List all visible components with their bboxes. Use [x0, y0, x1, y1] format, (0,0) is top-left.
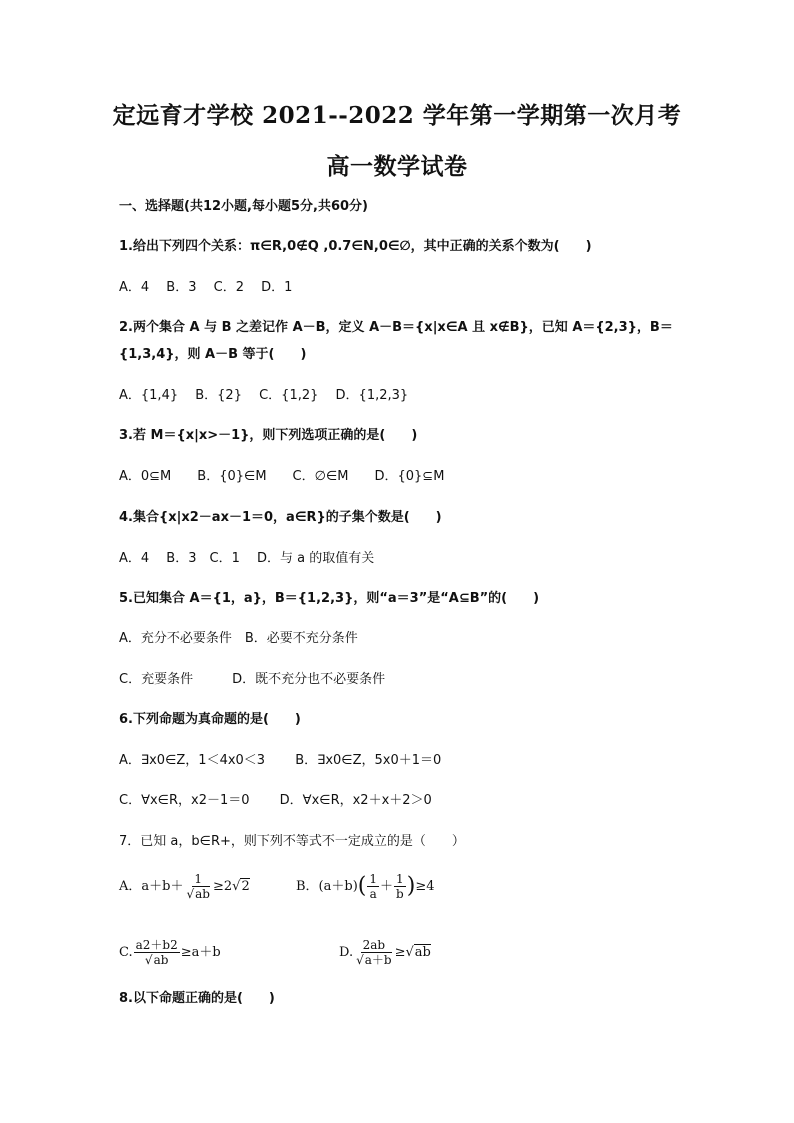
option-b-denominator-1: a — [369, 887, 377, 901]
sqrt-icon: √ — [232, 879, 241, 894]
question-3-stem: 3.若 M＝{x|x>－1}，则下列选项正确的是( ) — [119, 428, 418, 443]
question-5-options-line1: A．充分不必要条件 B．必要不充分条件 — [119, 631, 358, 646]
option-c-prefix: C. — [119, 945, 133, 960]
sqrt-icon: √ — [186, 887, 195, 901]
option-d-numerator: 2ab — [362, 938, 386, 952]
question-2-options: A．{1,4} B．{2} C．{1,2} D．{1,2,3} — [119, 388, 409, 403]
left-paren-icon: ( — [357, 873, 367, 899]
question-1-stem: 1.给出下列四个关系：π∈R,0∉Q ,0.7∈N,0∈∅，其中正确的关系个数为( ) — [119, 239, 592, 254]
question-3-options: A．0⊆M B．{0}∈M C．∅∈M D．{0}⊆M — [119, 469, 445, 484]
question-7-option-c — [119, 938, 221, 967]
option-d-fraction — [354, 938, 394, 967]
sqrt-icon: √ — [405, 945, 414, 960]
option-b-fraction-2 — [394, 872, 406, 901]
question-7-option-d — [339, 938, 431, 967]
exam-title: 定远育才学校 2021--2022 学年第一学期第一次月考 — [112, 102, 682, 129]
option-a-denominator: ab — [195, 887, 210, 901]
option-b-denominator-2: b — [396, 887, 404, 901]
option-a-numerator: 1 — [194, 872, 203, 886]
option-d-suffix: ≥ — [394, 945, 406, 960]
right-paren-icon: ) — [406, 873, 416, 899]
question-1-options: A．4 B．3 C．2 D．1 — [119, 280, 293, 295]
option-c-numerator: a2＋b2 — [135, 938, 178, 952]
question-7-option-b — [296, 872, 434, 901]
option-b-suffix: ≥4 — [415, 879, 435, 894]
question-4-options: A．4 B．3 C．1 D．与 a 的取值有关 — [119, 551, 375, 566]
section-heading: 一、选择题(共12小题,每小题5分,共60分) — [119, 199, 368, 214]
question-5-stem: 5.已知集合 A＝{1，a}，B＝{1,2,3}，则“a＝3”是“A⊆B”的( ) — [119, 591, 540, 606]
option-a-prefix: A．a＋b＋ — [119, 879, 184, 894]
question-2-stem-line2: {1,3,4}，则 A－B 等于( ) — [119, 347, 307, 362]
question-4-stem: 4.集合{x|x2－ax－1＝0，a∈R}的子集个数是( ) — [119, 510, 442, 525]
option-d-root: ab — [414, 945, 431, 960]
question-8-stem: 8.以下命题正确的是( ) — [119, 991, 275, 1006]
question-5-options-line2: C．充要条件 D．既不充分也不必要条件 — [119, 672, 386, 687]
option-b-numerator-1: 1 — [369, 872, 378, 886]
option-d-prefix: D. — [339, 945, 354, 960]
option-d-denominator: a＋b — [364, 953, 392, 967]
option-b-prefix: B．(a＋b) — [296, 879, 358, 894]
option-c-denominator: ab — [153, 953, 169, 967]
question-6-options-line1: A．∃x0∈Z，1＜4x0＜3 B．∃x0∈Z，5x0＋1＝0 — [119, 753, 442, 768]
exam-subtitle: 高一数学试卷 — [326, 153, 468, 180]
question-7-stem: 7．已知 a，b∈R+，则下列不等式不一定成立的是（ ） — [119, 834, 465, 849]
option-a-root: 2 — [241, 879, 250, 894]
question-6-options-line2: C．∀x∈R，x2－1＝0 D．∀x∈R，x2＋x＋2＞0 — [119, 793, 432, 808]
option-a-suffix: ≥2 — [212, 879, 233, 894]
option-a-fraction — [184, 872, 212, 901]
sqrt-icon: √ — [144, 953, 153, 967]
option-c-fraction — [134, 938, 180, 967]
option-c-suffix: ≥a＋b — [180, 945, 221, 960]
question-7-option-a — [119, 872, 250, 901]
option-b-fraction-1 — [367, 872, 379, 901]
question-6-stem: 6.下列命题为真命题的是( ) — [119, 712, 301, 727]
question-2-stem-line1: 2.两个集合 A 与 B 之差记作 A－B，定义 A－B＝{x|x∈A 且 x∉B}，已知 A＝{2,3}，B＝ — [119, 320, 673, 335]
option-b-plus: ＋ — [380, 879, 394, 894]
sqrt-icon: √ — [356, 953, 364, 967]
option-b-numerator-2: 1 — [396, 872, 404, 886]
